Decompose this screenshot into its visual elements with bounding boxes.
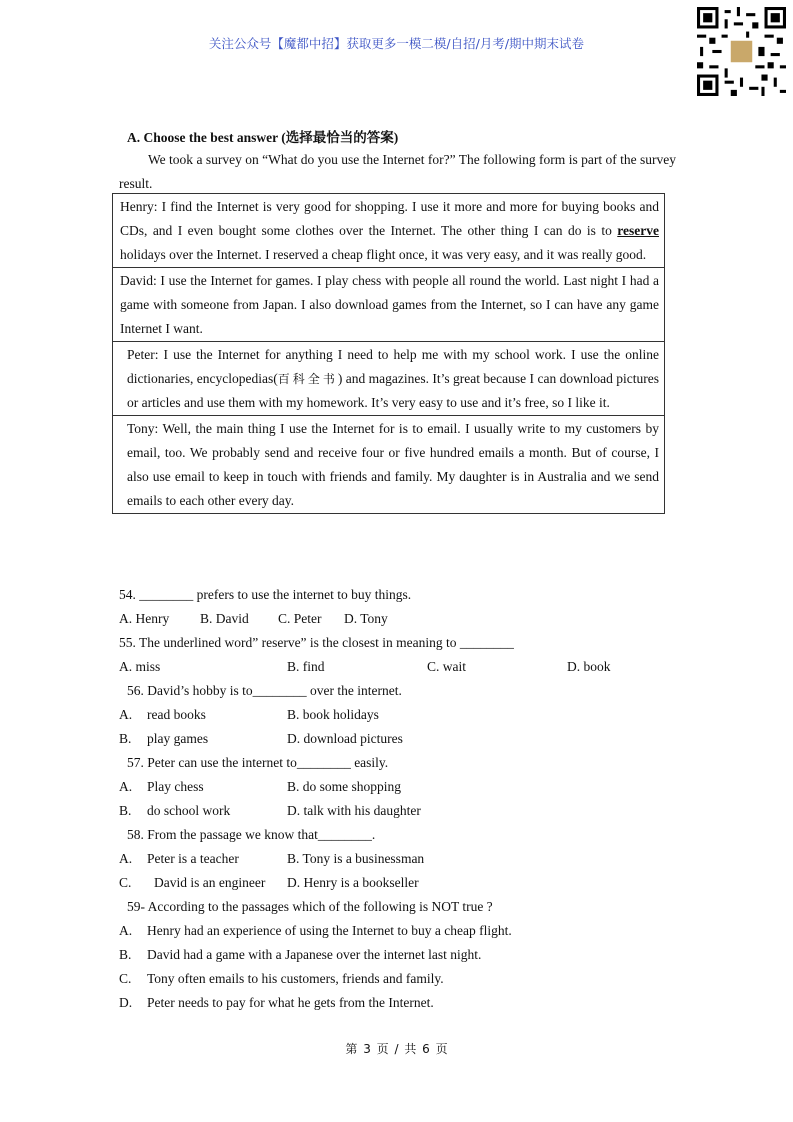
- question-56-options-row2: [119, 727, 679, 751]
- option-b: B. find: [287, 659, 325, 674]
- option-c: C. wait: [427, 659, 466, 674]
- option-d: D. download pictures: [287, 731, 403, 746]
- option-b: B. book holidays: [287, 707, 379, 722]
- question-54-stem: 54. ________ prefers to use the internet to buy things.: [119, 587, 412, 602]
- table-row-david: David: I use the Internet for games. I play chess with people all round the world. Last night I had a game with someone from Japan. I also download games from the Internet, so I can have any game Internet I want.: [113, 267, 664, 341]
- question-59-stem: 59- According to the passages which of the following is NOT true ?: [127, 899, 493, 914]
- henry-text-2: holidays over the Internet. I reserved a cheap flight once, it was very easy, and it was really good.: [120, 247, 647, 262]
- question-55-options: [119, 655, 679, 679]
- option-d: D. Henry is a bookseller: [287, 875, 419, 890]
- option-letter: A.: [119, 779, 133, 794]
- option-letter: C.: [119, 875, 132, 890]
- question-59-option-c: [119, 967, 679, 991]
- option-a: Peter is a teacher: [147, 851, 239, 866]
- option-c: play games: [147, 731, 209, 746]
- question-59-option-a: [119, 919, 679, 943]
- table-row-tony: Tony: Well, the main thing I use the Internet for is to email. I usually write to my customers by email, too. We probably send and receive four or five hundred emails a month. But of course, I also use email to keep in touch with friends and family. My daughter is in Australia and we send emails to each other every day.: [113, 415, 664, 513]
- option-d: D. Tony: [344, 611, 388, 626]
- question-58-stem: 58. From the passage we know that________.: [127, 827, 376, 842]
- henry-text-1: Henry: I find the Internet is very good for shopping. I use it more and more for buying books and CDs, and I even bought some clothes over the Internet. The other thing I can do is to: [120, 199, 659, 238]
- option-letter: B.: [119, 803, 132, 818]
- question-57-options-row1: [119, 775, 679, 799]
- question-56-stem: 56. David’s hobby is to________ over the internet.: [127, 683, 402, 698]
- option-letter: A.: [119, 707, 133, 722]
- option-c: do school work: [147, 803, 231, 818]
- survey-intro: We took a survey on “What do you use the Internet for?” The following form is part of the survey result.: [119, 152, 676, 191]
- option-d: D. talk with his daughter: [287, 803, 421, 818]
- option-d: D. book: [567, 659, 611, 674]
- question-54-options: [119, 607, 679, 631]
- option-text: Henry had an experience of using the Internet to buy a cheap flight.: [147, 923, 512, 938]
- peter-text-2: ) and magazines. It’s great because I can download pictures or articles and use them with my homework. It’s very easy to use and it’s free, so I like it.: [127, 371, 659, 410]
- option-a: Play chess: [147, 779, 204, 794]
- section-title: A. Choose the best answer (选择最恰当的答案): [127, 130, 399, 145]
- qr-code-icon: [697, 7, 786, 96]
- option-a: A. miss: [119, 659, 161, 674]
- question-58-options-row2: [119, 871, 679, 895]
- peter-cn-gloss: 百科全书: [277, 372, 338, 386]
- option-letter: B.: [119, 947, 132, 962]
- option-c: David is an engineer: [154, 875, 266, 890]
- question-55-stem: 55. The underlined word” reserve” is the closest in meaning to ________: [119, 635, 514, 650]
- table-row-henry: [113, 194, 664, 267]
- question-58-options-row1: [119, 847, 679, 871]
- option-b: B. David: [200, 611, 249, 626]
- option-text: Peter needs to pay for what he gets from the Internet.: [147, 995, 434, 1010]
- promo-banner: 关注公众号【魔都中招】获取更多一模二模/自招/月考/期中期末试卷: [208, 36, 585, 51]
- question-57-stem: 57. Peter can use the internet to________ easily.: [127, 755, 389, 770]
- option-letter: A.: [119, 851, 133, 866]
- question-57-options-row2: [119, 799, 679, 823]
- option-b: B. Tony is a businessman: [287, 851, 425, 866]
- option-letter: A.: [119, 923, 133, 938]
- question-59-option-d: [119, 991, 679, 1015]
- option-a: A. Henry: [119, 611, 170, 626]
- option-b: B. do some shopping: [287, 779, 402, 794]
- option-letter: B.: [119, 731, 132, 746]
- underlined-word: reserve: [617, 223, 659, 238]
- question-59-option-b: [119, 943, 679, 967]
- table-row-peter: [113, 341, 664, 415]
- option-letter: D.: [119, 995, 133, 1010]
- option-text: Tony often emails to his customers, friends and family.: [147, 971, 444, 986]
- page-number: 第 3 页 / 共 6 页: [345, 1042, 448, 1056]
- option-text: David had a game with a Japanese over the internet last night.: [147, 947, 482, 962]
- option-a: read books: [147, 707, 206, 722]
- peter-text-1: Peter: I use the Internet for anything I need to help me with my school work. I use the online dictionaries, encyclopedias(: [127, 347, 659, 386]
- option-c: C. Peter: [278, 611, 322, 626]
- option-letter: C.: [119, 971, 132, 986]
- questions: [119, 583, 679, 1015]
- question-56-options-row1: [119, 703, 679, 727]
- survey-table: [112, 193, 665, 514]
